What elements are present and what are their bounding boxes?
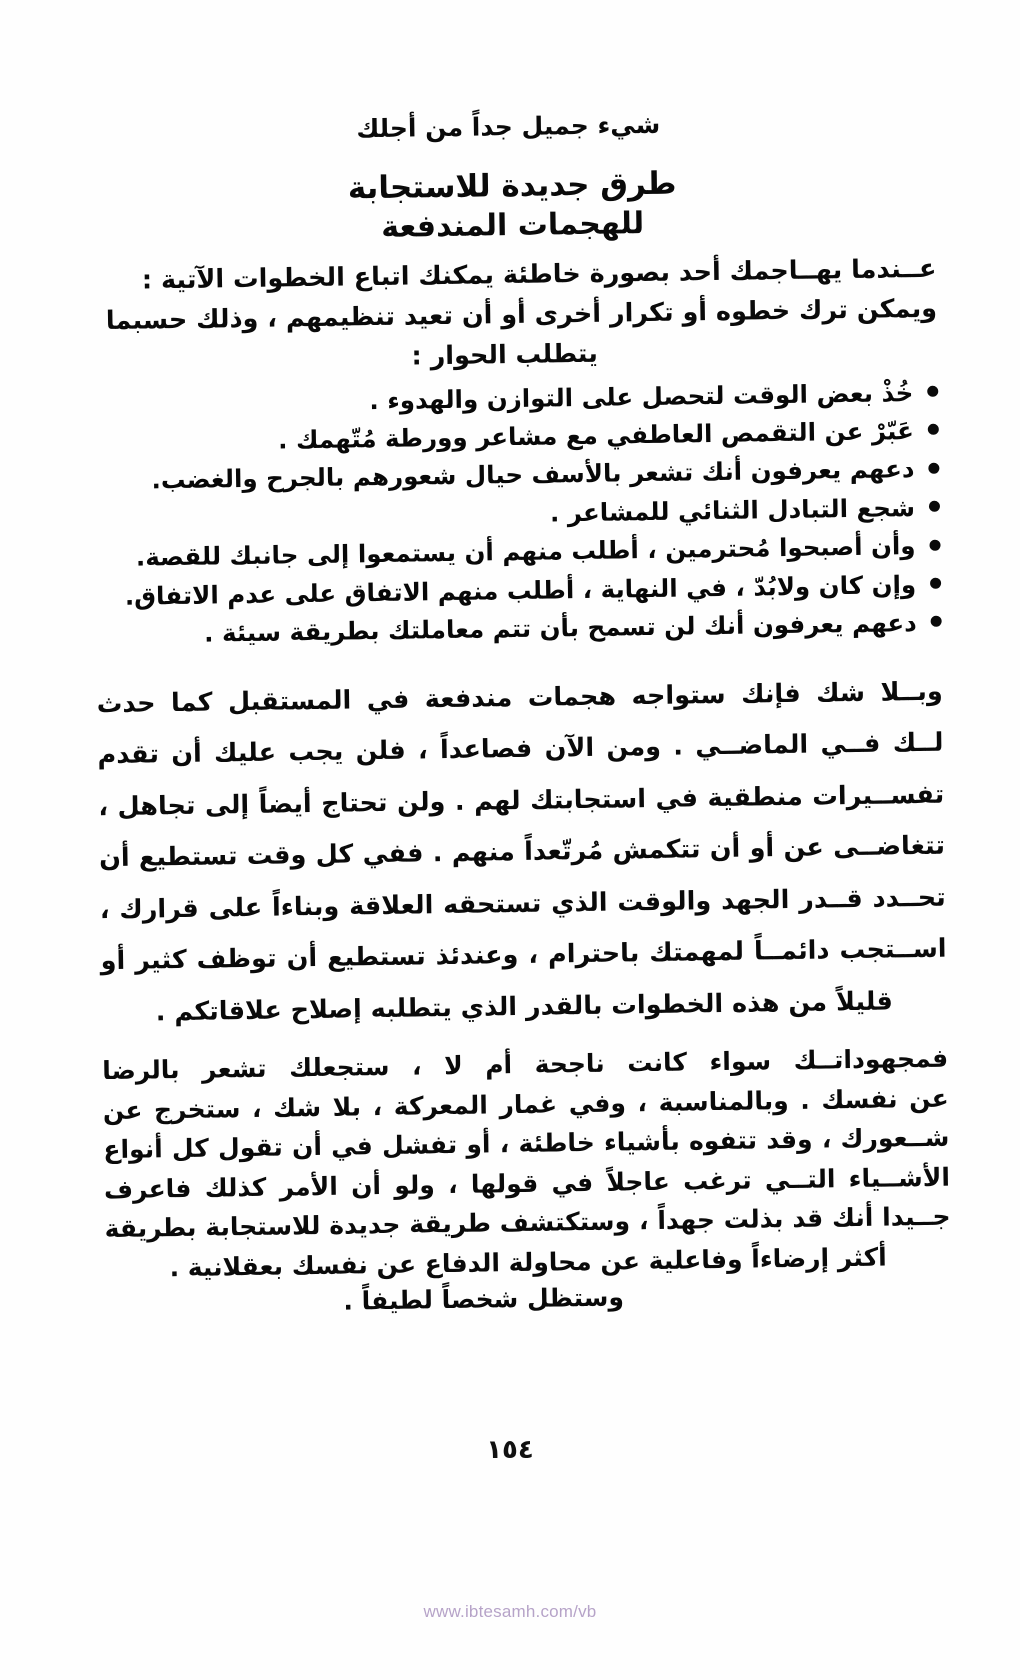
text-column <box>88 102 952 1320</box>
body-paragraph-1 <box>96 666 947 1039</box>
list-item-text: وإن كان ولابُدّ ، في النهاية ، أطلب منهم الاتفاق على عدم الاتفاق. <box>124 569 917 611</box>
body-1-line-6: اســتجب دائمــاً لمهمتك باحترام ، وعندئذ تستطيع أن توظف كثير أو <box>100 933 947 977</box>
bullet-dot-icon <box>928 462 939 473</box>
bullet-dot-icon <box>927 386 938 397</box>
section-title-line-1: طرق جديدة للاستجابة <box>347 165 677 206</box>
intro-paragraph <box>90 250 938 382</box>
body-2-line-4: الأشــياء التــي ترغب عاجلاً في قولها ، ولو أن الأمر كذلك فاعرف <box>103 1162 951 1204</box>
intro-line-3: يتطلب الحوار : <box>411 338 599 372</box>
body-paragraph-2 <box>102 1039 951 1289</box>
closing-sentence: وستظل شخصاً لطيفاً . <box>343 1282 625 1316</box>
section-title <box>89 159 936 252</box>
body-2-line-2: عن نفسك . وبالمناسبة ، وفي غمار المعركة ، بلا شك ، ستخرج عن <box>102 1083 949 1125</box>
body-1-line-1: وبــلا شك فإنك ستواجه هجمات مندفعة في المستقبل كما حدث <box>96 676 943 719</box>
list-item-text: دعهم يعرفون أنك تشعر بالأسف حيال شعورهم بالجرح والغضب. <box>151 454 915 495</box>
list-item-text: وأن أصبحوا مُحترمين ، أطلب منهم أن يستمعوا إلى جانبك للقصة. <box>135 531 916 572</box>
body-1-line-5: تحــدد قــدر الجهد والوقت الذي تستحقه العلاقة وبناءاً على قرارك ، <box>99 882 946 925</box>
bullet-dot-icon <box>929 501 940 512</box>
body-1-line-7: قليلاً من هذه الخطوات بالقدر الذي يتطلبه إصلاح علاقاتكم . <box>155 986 894 1028</box>
body-1-line-3: تفســيرات منطقية في استجابتك لهم . ولن تحتاج أيضاً إلى تجاهل ، <box>98 779 945 822</box>
list-item-text: دعهم يعرفون أنك لن تسمح بأن تتم معاملتك بطريقة سيئة . <box>203 607 917 648</box>
intro-line-2: ويمكن ترك خطوه أو تكرار أخرى أو أن تعيد تنظيمهم ، وذلك حسبما <box>105 293 938 337</box>
intro-line-1: عــندما يهــاجمك أحد بصورة خاطئة يمكنك اتباع الخطوات الآتية : <box>141 253 937 296</box>
body-2-line-1: فمجهوداتــك سواء كانت ناجحة أم لا ، ستجعلك تشعر بالرضا <box>102 1043 949 1086</box>
list-item-text: شجع التبادل الثنائي للمشاعر . <box>549 492 916 528</box>
body-1-line-4: تتغاضــى عن أو أن تتكمش مُرتّعداً منهم . ففي كل وقت تستطيع أن <box>98 830 946 874</box>
body-2-line-5: جــيدا أنك قد بذلت جهداً ، وستكتشف طريقة جديدة للاستجابة بطريقة <box>104 1201 951 1244</box>
bullet-dot-icon <box>931 616 942 627</box>
section-subtitle: شيء جميل جداً من أجلك <box>356 109 661 144</box>
site-watermark: www.ibtesamh.com/vb <box>423 1602 597 1621</box>
steps-bullet-list <box>92 375 942 653</box>
section-title-line-2: للهجمات المندفعة <box>381 206 645 246</box>
list-item-text: خُذْ بعض الوقت لتحصل على التوازن والهدوء . <box>369 377 914 415</box>
page-number: ١٥٤ <box>486 1435 534 1465</box>
list-item-text: عَبّرْ عن التقمص العاطفي مع مشاعر وورطة مُتّهمك . <box>277 416 915 455</box>
bullet-dot-icon <box>929 539 940 550</box>
body-2-line-6: أكثر إرضاءاً وفاعلية عن محاولة الدفاع عن نفسك بعقلانية . <box>169 1242 887 1282</box>
body-2-line-3: شــعورك ، وقد تتفوه بأشياء خاطئة ، أو تفشل في أن تقول كل أنواع <box>103 1122 950 1165</box>
bullet-dot-icon <box>930 578 941 589</box>
bullet-dot-icon <box>928 424 939 435</box>
body-1-line-2: لــك فــي الماضــي . ومن الآن فصاعداً ، فلن يجب عليك أن تقدم <box>97 727 944 771</box>
